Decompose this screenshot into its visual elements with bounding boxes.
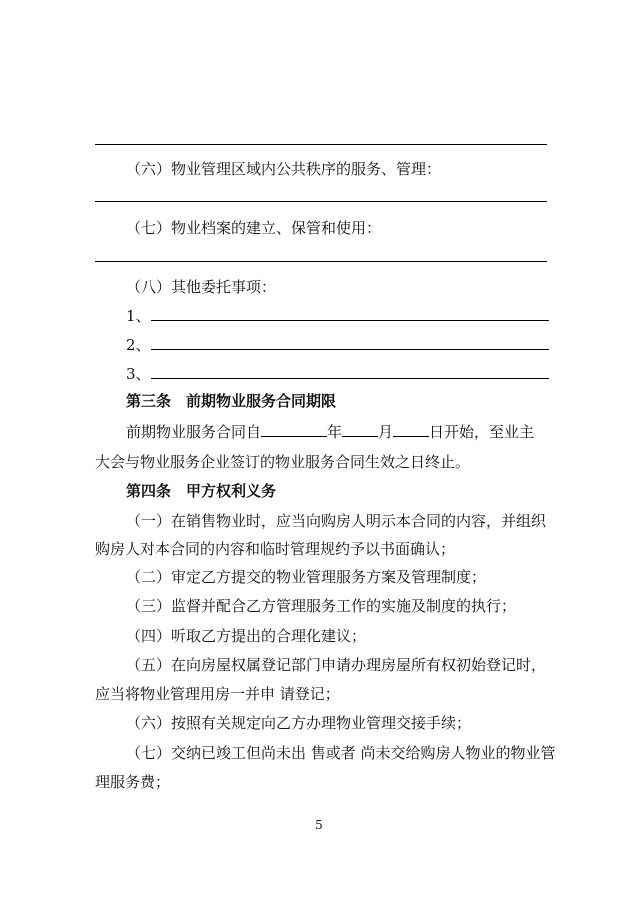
clause-7-line1: （七）交纳已竣工但尚未出 售或者 尚未交给购房人物业的物业管 — [126, 744, 556, 762]
article3-title: 第三条 前期物业服务合同期限 — [126, 392, 337, 410]
item7-label: （七）物业档案的建立、保管和使用： — [126, 219, 382, 237]
sub-item-1-label: 1、 — [126, 307, 151, 325]
clause-5-line2: 应当将物业管理用房一并申 请登记； — [95, 685, 340, 703]
month-blank — [342, 422, 378, 437]
item6-label: （六）物业管理区域内公共秩序的服务、管理： — [126, 160, 442, 178]
article3-paragraph-line2: 大会与物业服务企业签订的物业服务合同生效之日终止。 — [95, 453, 471, 471]
clause-7-line2: 理服务费； — [95, 773, 171, 791]
blank-line-item6 — [95, 201, 547, 202]
article3-text-b: 日开始，至业主 — [429, 423, 535, 441]
sub-item-3 — [126, 363, 638, 384]
article4-title: 第四条 甲方权利义务 — [126, 482, 277, 500]
article3-text-a: 前期物业服务合同自 — [126, 423, 262, 441]
clause-3: （三）监督并配合乙方管理服务工作的实施及制度的执行； — [126, 597, 517, 615]
sub-item-3-label: 3、 — [126, 365, 151, 383]
clause-1-line1: （一）在销售物业时，应当向购房人明示本合同的内容，并组织 — [126, 512, 547, 530]
sub-item-1 — [126, 305, 638, 326]
clause-1-line2: 购房人对本合同的内容和临时管理规约予以书面确认； — [95, 540, 456, 558]
page-number: 5 — [315, 818, 323, 832]
article3-year-label: 年 — [327, 423, 343, 441]
article3-month-label: 月 — [378, 423, 394, 441]
clause-4: （四）听取乙方提出的合理化建议； — [126, 627, 367, 645]
clause-2: （二）审定乙方提交的物业管理服务方案及管理制度； — [126, 568, 487, 586]
blank-line-top — [95, 144, 547, 145]
sub-item-1-blank — [151, 306, 549, 321]
clause-5-line1: （五）在向房屋权属登记部门申请办理房屋所有权初始登记时， — [126, 656, 547, 674]
sub-item-2 — [126, 334, 638, 355]
sub-item-2-blank — [151, 335, 549, 350]
day-blank — [393, 422, 429, 437]
year-blank — [261, 422, 327, 437]
clause-6: （六）按照有关规定向乙方办理物业管理交接手续； — [126, 714, 472, 732]
sub-item-2-label: 2、 — [126, 336, 151, 354]
item8-label: （八）其他委托事项： — [126, 278, 277, 296]
blank-line-item7 — [95, 261, 547, 262]
sub-item-3-blank — [151, 364, 549, 379]
article3-paragraph-line1 — [126, 421, 638, 442]
